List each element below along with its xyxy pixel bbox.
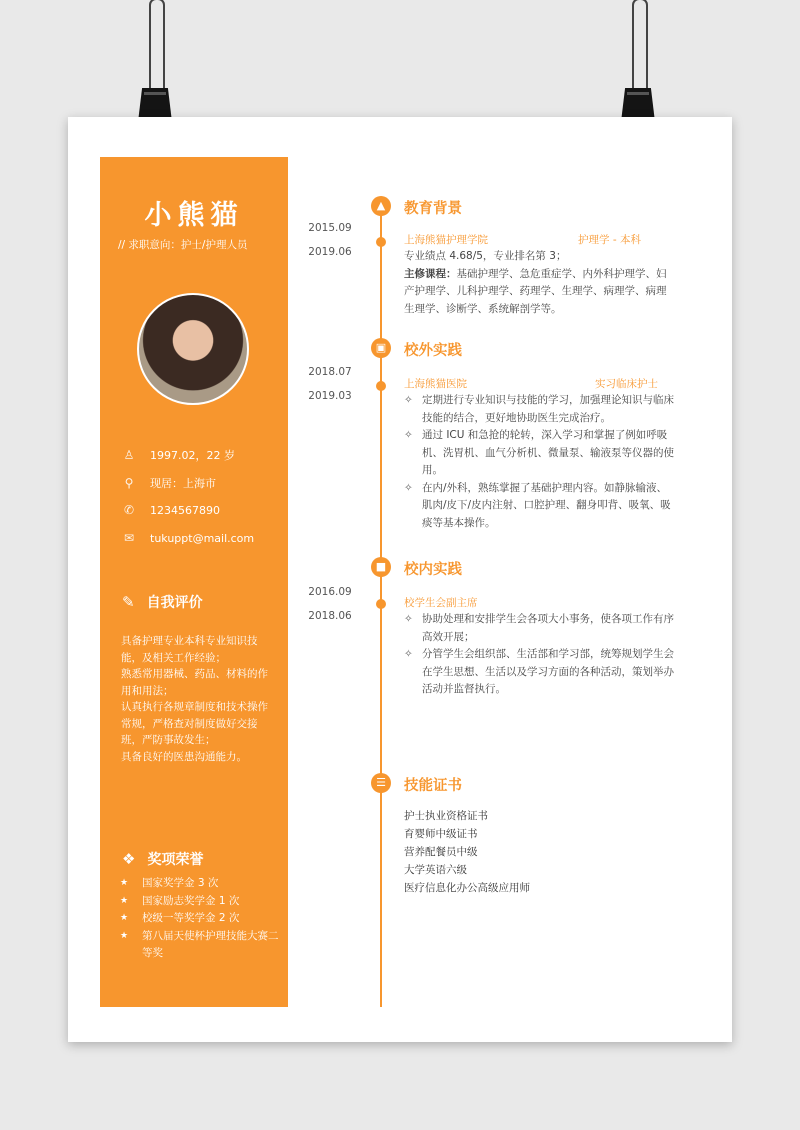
person-icon: ♙ [123,448,135,462]
self-eval-line: 认真执行各规章制度和技术操作常规，严格查对制度做好交接班，严防事故发生； [121,701,268,746]
award-text: 校级一等奖学金 2 次 [142,912,240,924]
cert-item: 医疗信息化办公高级应用师 [404,882,530,894]
residence-row [120,475,216,491]
self-eval-line: 具备护理专业本科专业知识技能，及相关工作经验； [121,635,258,664]
cert-item: 护士执业资格证书 [404,810,488,822]
location-icon: ⚲ [124,476,134,490]
phone-text: 1234567890 [150,503,220,517]
external-end: 2019.03 [308,390,352,402]
education-details [404,248,676,318]
phone-icon: ✆ [123,503,135,517]
awards-heading [122,849,203,869]
courses-label: 主修课程： [404,267,457,280]
candidate-name: 小熊猫 [144,200,244,231]
job-intent: // 求职意向：护士/护理人员 [118,239,248,251]
medal-icon: ❖ [122,850,136,868]
courses-text: 基础护理学、急危重症学、内外科护理学、妇产护理学、儿科护理学、药理学、生理学、病理学、病理生理学、诊断学、系统解剖学等。 [404,267,667,315]
self-eval-line: 具备良好的医患沟通能力。 [121,750,247,763]
timeline-dot [376,381,386,391]
resume-paper [68,117,732,1042]
skills-list [404,807,530,897]
education-major: 护理学 - 本科 [578,234,641,246]
diamond-bullet-icon: ✧ [404,394,413,406]
avatar [137,293,249,405]
education-gpa: 专业绩点 4.68/5，专业排名第 3； [404,250,567,262]
bullet-text: 定期进行专业知识与技能的学习，加强理论知识与临床技能的结合，更好地协助医生完成治疗。 [422,394,674,424]
external-org: 上海熊猫医院 [404,378,467,390]
self-eval-title: 自我评价 [146,595,203,611]
education-end: 2019.06 [308,246,352,258]
award-item [120,875,280,893]
internal-start: 2016.09 [308,586,352,598]
star-icon: ★ [120,895,129,906]
education-title: 教育背景 [404,201,462,217]
diamond-bullet-icon: ✧ [404,613,413,625]
cert-item: 育婴师中级证书 [404,828,478,840]
list-item [404,392,676,427]
bullet-text: 分管学生会组织部、生活部和学习部，统筹规划学生会在学生思想、生活以及学习方面的各种活动，策划举办活动并监督执行。 [422,648,674,695]
bullet-text: 通过 ICU 和急抢的轮转，深入学习和掌握了例如呼吸机、洗胃机、血气分析机、微量泵、输液泵等仪器的使用。 [422,429,674,476]
birth-text: 1997.02，22 岁 [150,449,235,462]
star-icon: ★ [120,913,129,923]
badge-icon: ■ [371,557,391,577]
self-eval-heading [122,592,203,612]
award-text: 国家励志奖学金 1 次 [142,894,240,907]
birth-row [120,447,235,463]
internal-end: 2018.06 [308,610,352,622]
internal-role: 校学生会副主席 [404,597,478,609]
email-row [120,531,254,545]
email-text: tukuppt@mail.com [150,531,255,545]
sidebar [100,157,288,1007]
cert-item: 大学英语六级 [404,864,467,876]
skills-title: 技能证书 [404,778,462,794]
external-start: 2018.07 [308,366,352,378]
award-text: 第八届天使杯护理技能大赛二等奖 [142,929,279,959]
star-icon: ★ [120,930,129,941]
certificate-icon: ☰ [371,773,391,793]
award-item [120,928,280,963]
award-item [120,893,280,911]
external-bullets [404,392,676,532]
internal-title: 校内实践 [404,562,462,578]
education-dates [306,216,354,264]
phone-row [120,503,220,517]
internal-dates [306,580,354,628]
timeline-dot [376,599,386,609]
edit-icon: ✎ [122,593,135,611]
list-item [404,480,676,533]
education-courses [404,266,676,319]
awards-title: 奖项荣誉 [147,852,204,868]
list-item [404,646,676,699]
external-title: 校外实践 [404,343,462,359]
internal-bullets [404,611,676,699]
list-item [404,427,676,480]
external-dates [306,360,354,408]
education-start: 2015.09 [308,222,352,234]
diamond-bullet-icon: ✧ [404,429,413,441]
education-school: 上海熊猫护理学院 [404,234,488,246]
award-text: 国家奖学金 3 次 [142,877,219,889]
briefcase-icon: ▣ [371,338,391,358]
timeline-dot [376,237,386,247]
award-item [120,910,280,928]
diamond-bullet-icon: ✧ [404,648,413,660]
star-icon: ★ [120,878,129,888]
self-eval-line: 熟悉常用器械、药品、材料的作用和用法； [121,668,268,697]
cert-item: 营养配餐员中级 [404,846,478,858]
mail-icon: ✉ [123,531,135,545]
self-eval-text [121,633,273,765]
graduation-cap-icon: ▲ [371,196,391,216]
bullet-text: 在内/外科，熟练掌握了基础护理内容。如静脉输液、肌肉/皮下/皮内注射、口腔护理、翻身叩背、吸氧、吸痰等基本操作。 [422,481,671,529]
external-role: 实习临床护士 [595,378,658,390]
awards-list [120,875,280,963]
diamond-bullet-icon: ✧ [404,481,413,494]
residence-text: 现居：上海市 [150,477,216,490]
list-item [404,611,676,646]
bullet-text: 协助处理和安排学生会各项大小事务，使各项工作有序高效开展； [422,613,674,643]
